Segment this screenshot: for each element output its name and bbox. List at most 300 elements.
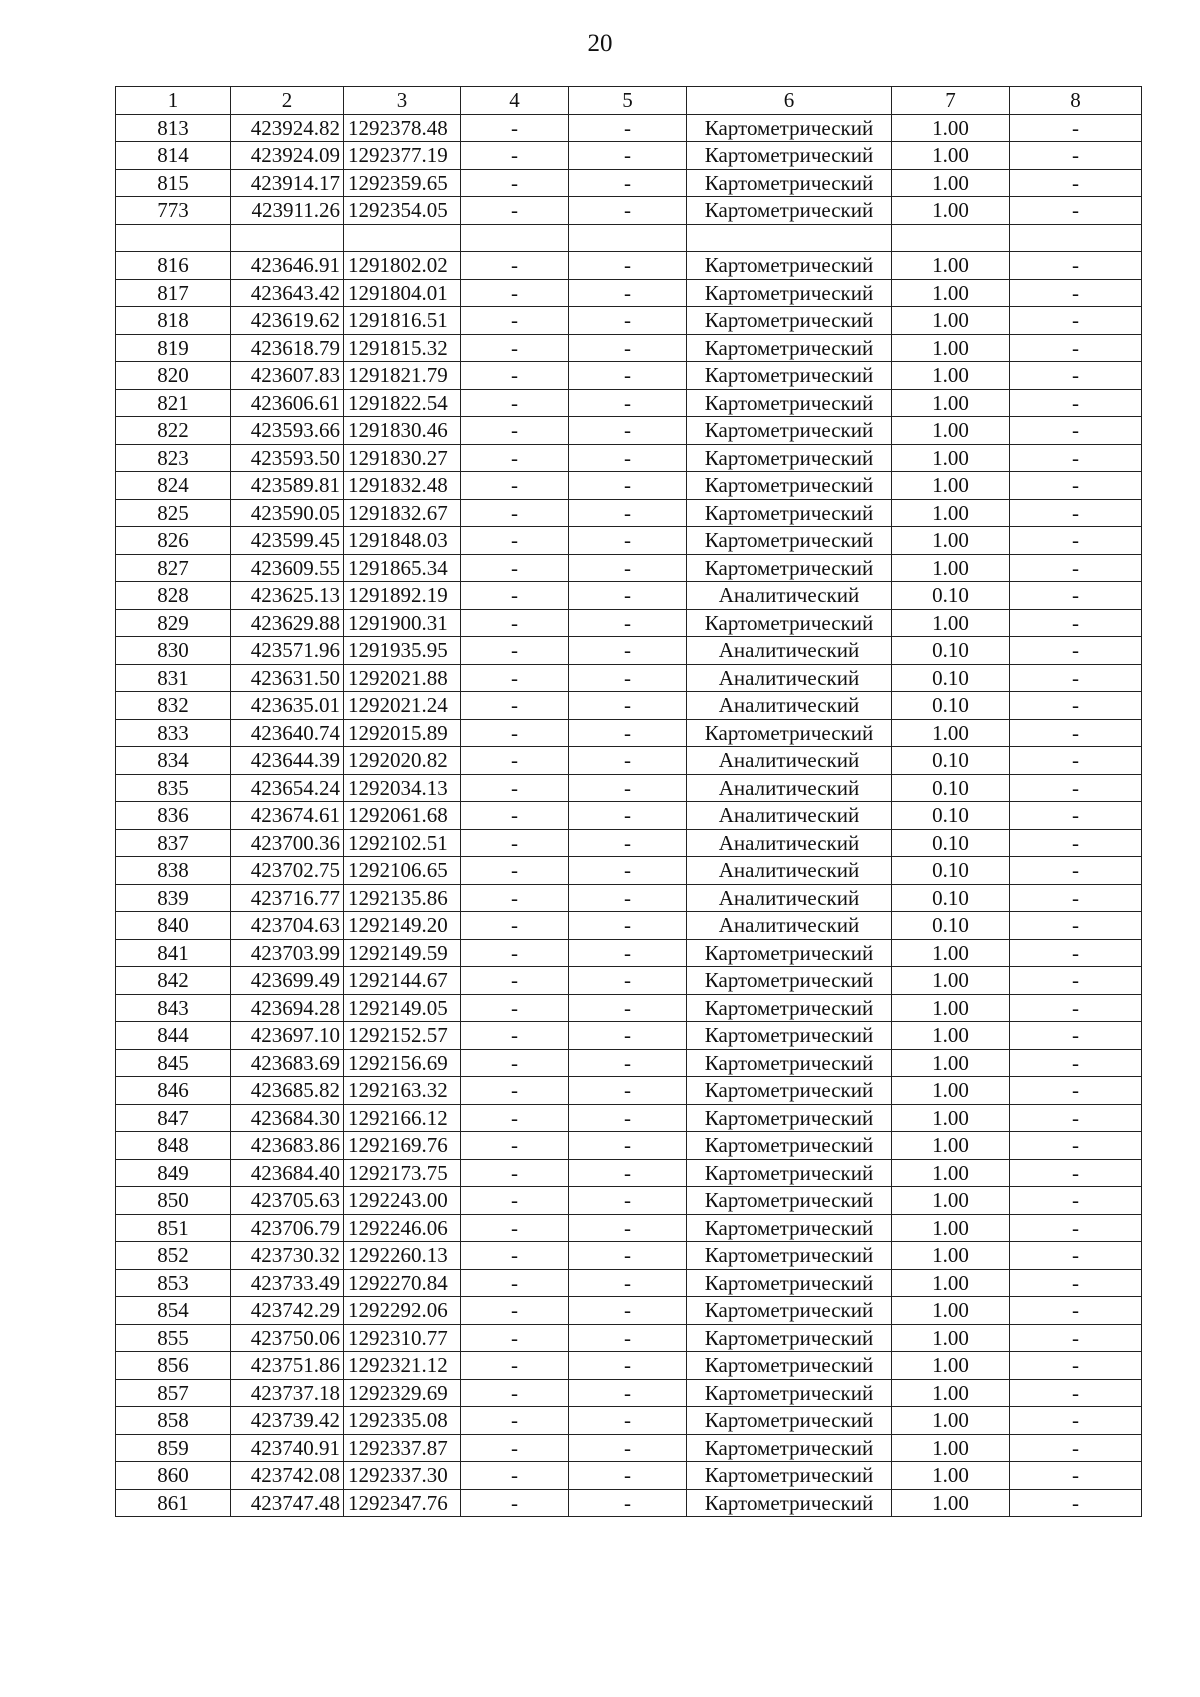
col-5-cell: - — [569, 1159, 687, 1187]
method-cell: Аналитический — [687, 857, 892, 885]
point-number-cell: 849 — [116, 1159, 231, 1187]
col-8-cell: - — [1010, 1049, 1142, 1077]
col-5-cell: - — [569, 637, 687, 665]
table-row — [116, 1434, 1142, 1462]
x-coordinate-cell: 423911.26 — [231, 197, 344, 225]
method-cell: Картометрический — [687, 279, 892, 307]
x-coordinate-cell: 423685.82 — [231, 1077, 344, 1105]
col-5-cell: - — [569, 1104, 687, 1132]
accuracy-cell: 0.10 — [892, 802, 1010, 830]
x-coordinate-cell: 423654.24 — [231, 774, 344, 802]
col-8-cell: - — [1010, 582, 1142, 610]
x-coordinate-cell: 423593.66 — [231, 417, 344, 445]
col-5-cell: - — [569, 1434, 687, 1462]
x-coordinate-cell: 423924.09 — [231, 142, 344, 170]
x-coordinate-cell: 423571.96 — [231, 637, 344, 665]
method-cell: Картометрический — [687, 417, 892, 445]
col-8-cell: - — [1010, 1132, 1142, 1160]
col-5-cell: - — [569, 1077, 687, 1105]
method-cell: Картометрический — [687, 114, 892, 142]
point-number-cell: 837 — [116, 829, 231, 857]
x-coordinate-cell: 423640.74 — [231, 719, 344, 747]
y-coordinate-cell: 1291900.31 — [344, 609, 461, 637]
col-8-cell: - — [1010, 1462, 1142, 1490]
accuracy-cell: 1.00 — [892, 1324, 1010, 1352]
accuracy-cell: 1.00 — [892, 1269, 1010, 1297]
method-cell: Картометрический — [687, 1187, 892, 1215]
column-header-7: 7 — [892, 87, 1010, 115]
accuracy-cell: 1.00 — [892, 307, 1010, 335]
method-cell: Картометрический — [687, 1242, 892, 1270]
method-cell: Картометрический — [687, 197, 892, 225]
col-8-cell: - — [1010, 334, 1142, 362]
col-4-cell: - — [461, 1352, 569, 1380]
y-coordinate-cell: 1292149.05 — [344, 994, 461, 1022]
y-coordinate-cell: 1291816.51 — [344, 307, 461, 335]
y-coordinate-cell: 1292378.48 — [344, 114, 461, 142]
col-8-cell: - — [1010, 802, 1142, 830]
col-4-cell: - — [461, 417, 569, 445]
col-5-cell: - — [569, 747, 687, 775]
point-number-cell: 851 — [116, 1214, 231, 1242]
col-5-cell: - — [569, 1132, 687, 1160]
table-row — [116, 1242, 1142, 1270]
x-coordinate-cell: 423593.50 — [231, 444, 344, 472]
point-number-cell: 848 — [116, 1132, 231, 1160]
col-5-cell: - — [569, 1022, 687, 1050]
method-cell: Картометрический — [687, 1159, 892, 1187]
col-4-cell: - — [461, 912, 569, 940]
point-number-cell: 843 — [116, 994, 231, 1022]
y-coordinate-cell: 1291865.34 — [344, 554, 461, 582]
method-cell: Аналитический — [687, 829, 892, 857]
y-coordinate-cell: 1292034.13 — [344, 774, 461, 802]
method-cell: Аналитический — [687, 747, 892, 775]
y-coordinate-cell: 1292169.76 — [344, 1132, 461, 1160]
method-cell: Картометрический — [687, 142, 892, 170]
accuracy-cell: 1.00 — [892, 1104, 1010, 1132]
y-coordinate-cell: 1292061.68 — [344, 802, 461, 830]
method-cell: Картометрический — [687, 169, 892, 197]
col-5-cell: - — [569, 472, 687, 500]
col-8-cell: - — [1010, 1187, 1142, 1215]
y-coordinate-cell: 1292135.86 — [344, 884, 461, 912]
col-8-cell: - — [1010, 939, 1142, 967]
accuracy-cell: 0.10 — [892, 692, 1010, 720]
table-row — [116, 1214, 1142, 1242]
y-coordinate-cell: 1291892.19 — [344, 582, 461, 610]
x-coordinate-cell: 423644.39 — [231, 747, 344, 775]
accuracy-cell: 1.00 — [892, 719, 1010, 747]
y-coordinate-cell: 1291848.03 — [344, 527, 461, 555]
col-8-cell: - — [1010, 664, 1142, 692]
y-coordinate-cell: 1292243.00 — [344, 1187, 461, 1215]
col-8-cell: - — [1010, 527, 1142, 555]
col-5-cell: - — [569, 1187, 687, 1215]
col-4-cell: - — [461, 1379, 569, 1407]
accuracy-cell: 1.00 — [892, 1132, 1010, 1160]
col-8-cell: - — [1010, 114, 1142, 142]
col-5-cell: - — [569, 1352, 687, 1380]
table-row — [116, 1187, 1142, 1215]
col-8-cell: - — [1010, 279, 1142, 307]
x-coordinate-cell: 423674.61 — [231, 802, 344, 830]
table-row — [116, 527, 1142, 555]
point-number-cell: 832 — [116, 692, 231, 720]
table-row — [116, 1269, 1142, 1297]
col-8-cell: - — [1010, 1077, 1142, 1105]
table-row — [116, 857, 1142, 885]
method-cell: Картометрический — [687, 939, 892, 967]
accuracy-cell: 1.00 — [892, 1352, 1010, 1380]
table-row — [116, 389, 1142, 417]
point-number-cell: 817 — [116, 279, 231, 307]
y-coordinate-cell: 1291821.79 — [344, 362, 461, 390]
col-8-cell: - — [1010, 142, 1142, 170]
y-coordinate-cell: 1292020.82 — [344, 747, 461, 775]
column-header-1: 1 — [116, 87, 231, 115]
point-number-cell: 829 — [116, 609, 231, 637]
x-coordinate-cell: 423631.50 — [231, 664, 344, 692]
point-number-cell: 855 — [116, 1324, 231, 1352]
table-row — [116, 1104, 1142, 1132]
col-8-cell: - — [1010, 829, 1142, 857]
point-number-cell: 813 — [116, 114, 231, 142]
x-coordinate-cell: 423599.45 — [231, 527, 344, 555]
method-cell: Картометрический — [687, 1132, 892, 1160]
accuracy-cell: 1.00 — [892, 169, 1010, 197]
col-4-cell: - — [461, 1297, 569, 1325]
col-5-cell: - — [569, 417, 687, 445]
accuracy-cell: 1.00 — [892, 389, 1010, 417]
x-coordinate-cell: 423924.82 — [231, 114, 344, 142]
col-8-cell: - — [1010, 197, 1142, 225]
x-coordinate-cell: 423607.83 — [231, 362, 344, 390]
col-4-cell: - — [461, 1159, 569, 1187]
table-row — [116, 1022, 1142, 1050]
col-8-cell: - — [1010, 994, 1142, 1022]
col-8-cell: - — [1010, 1324, 1142, 1352]
x-coordinate-cell: 423699.49 — [231, 967, 344, 995]
col-4-cell: - — [461, 1269, 569, 1297]
table-row — [116, 417, 1142, 445]
col-8-cell: - — [1010, 609, 1142, 637]
y-coordinate-cell — [344, 224, 461, 252]
y-coordinate-cell: 1292156.69 — [344, 1049, 461, 1077]
accuracy-cell: 0.10 — [892, 829, 1010, 857]
col-4-cell: - — [461, 307, 569, 335]
table-row — [116, 939, 1142, 967]
col-4-cell: - — [461, 692, 569, 720]
point-number-cell: 833 — [116, 719, 231, 747]
col-5-cell: - — [569, 1049, 687, 1077]
col-5-cell: - — [569, 692, 687, 720]
method-cell: Аналитический — [687, 692, 892, 720]
col-5-cell: - — [569, 1214, 687, 1242]
method-cell: Картометрический — [687, 1434, 892, 1462]
point-number-cell: 846 — [116, 1077, 231, 1105]
col-5-cell: - — [569, 582, 687, 610]
x-coordinate-cell: 423706.79 — [231, 1214, 344, 1242]
col-5-cell: - — [569, 1269, 687, 1297]
method-cell: Аналитический — [687, 637, 892, 665]
table-row — [116, 307, 1142, 335]
method-cell: Картометрический — [687, 334, 892, 362]
column-header-5: 5 — [569, 87, 687, 115]
accuracy-cell: 1.00 — [892, 1077, 1010, 1105]
col-5-cell: - — [569, 197, 687, 225]
col-5-cell: - — [569, 719, 687, 747]
col-8-cell: - — [1010, 1352, 1142, 1380]
point-number-cell: 830 — [116, 637, 231, 665]
accuracy-cell: 1.00 — [892, 1214, 1010, 1242]
accuracy-cell: 0.10 — [892, 582, 1010, 610]
y-coordinate-cell: 1292152.57 — [344, 1022, 461, 1050]
x-coordinate-cell: 423629.88 — [231, 609, 344, 637]
col-4-cell: - — [461, 582, 569, 610]
col-4-cell: - — [461, 1407, 569, 1435]
point-number-cell — [116, 224, 231, 252]
col-4-cell: - — [461, 719, 569, 747]
method-cell: Картометрический — [687, 527, 892, 555]
col-4-cell — [461, 224, 569, 252]
x-coordinate-cell — [231, 224, 344, 252]
col-4-cell: - — [461, 1214, 569, 1242]
point-number-cell: 841 — [116, 939, 231, 967]
table-row — [116, 774, 1142, 802]
accuracy-cell: 1.00 — [892, 994, 1010, 1022]
point-number-cell: 820 — [116, 362, 231, 390]
table-row — [116, 1407, 1142, 1435]
point-number-cell: 818 — [116, 307, 231, 335]
method-cell: Картометрический — [687, 1352, 892, 1380]
accuracy-cell: 1.00 — [892, 142, 1010, 170]
table-row — [116, 1324, 1142, 1352]
y-coordinate-cell: 1292337.87 — [344, 1434, 461, 1462]
col-5-cell: - — [569, 939, 687, 967]
table-row — [116, 719, 1142, 747]
x-coordinate-cell: 423683.69 — [231, 1049, 344, 1077]
col-5-cell: - — [569, 912, 687, 940]
point-number-cell: 824 — [116, 472, 231, 500]
col-5-cell: - — [569, 802, 687, 830]
y-coordinate-cell: 1292329.69 — [344, 1379, 461, 1407]
y-coordinate-cell: 1292021.24 — [344, 692, 461, 720]
col-4-cell: - — [461, 1489, 569, 1517]
col-4-cell: - — [461, 1104, 569, 1132]
col-5-cell: - — [569, 1407, 687, 1435]
table-row — [116, 499, 1142, 527]
accuracy-cell: 1.00 — [892, 1434, 1010, 1462]
accuracy-cell: 1.00 — [892, 609, 1010, 637]
accuracy-cell: 1.00 — [892, 554, 1010, 582]
y-coordinate-cell: 1291822.54 — [344, 389, 461, 417]
x-coordinate-cell: 423609.55 — [231, 554, 344, 582]
col-5-cell: - — [569, 334, 687, 362]
accuracy-cell: 0.10 — [892, 637, 1010, 665]
y-coordinate-cell: 1292166.12 — [344, 1104, 461, 1132]
y-coordinate-cell: 1291832.67 — [344, 499, 461, 527]
x-coordinate-cell: 423618.79 — [231, 334, 344, 362]
column-header-3: 3 — [344, 87, 461, 115]
x-coordinate-cell: 423737.18 — [231, 1379, 344, 1407]
accuracy-cell: 1.00 — [892, 1159, 1010, 1187]
table-row — [116, 1159, 1142, 1187]
col-8-cell: - — [1010, 362, 1142, 390]
y-coordinate-cell: 1291802.02 — [344, 252, 461, 280]
x-coordinate-cell: 423619.62 — [231, 307, 344, 335]
y-coordinate-cell: 1291935.95 — [344, 637, 461, 665]
table-row — [116, 224, 1142, 252]
accuracy-cell: 1.00 — [892, 527, 1010, 555]
page-number: 20 — [587, 30, 613, 57]
point-number-cell: 814 — [116, 142, 231, 170]
method-cell: Картометрический — [687, 967, 892, 995]
y-coordinate-cell: 1292144.67 — [344, 967, 461, 995]
method-cell: Картометрический — [687, 472, 892, 500]
y-coordinate-cell: 1292246.06 — [344, 1214, 461, 1242]
x-coordinate-cell: 423700.36 — [231, 829, 344, 857]
point-number-cell: 823 — [116, 444, 231, 472]
table-row — [116, 582, 1142, 610]
accuracy-cell: 0.10 — [892, 857, 1010, 885]
col-5-cell: - — [569, 389, 687, 417]
table-row — [116, 747, 1142, 775]
col-5-cell: - — [569, 114, 687, 142]
point-number-cell: 838 — [116, 857, 231, 885]
point-number-cell: 831 — [116, 664, 231, 692]
col-4-cell: - — [461, 142, 569, 170]
col-4-cell: - — [461, 967, 569, 995]
col-4-cell: - — [461, 527, 569, 555]
y-coordinate-cell: 1292292.06 — [344, 1297, 461, 1325]
col-5-cell: - — [569, 1462, 687, 1490]
accuracy-cell: 1.00 — [892, 1049, 1010, 1077]
col-5-cell: - — [569, 1489, 687, 1517]
col-8-cell: - — [1010, 1489, 1142, 1517]
y-coordinate-cell: 1292149.20 — [344, 912, 461, 940]
method-cell: Картометрический — [687, 252, 892, 280]
col-4-cell: - — [461, 554, 569, 582]
col-8-cell: - — [1010, 389, 1142, 417]
col-8-cell: - — [1010, 719, 1142, 747]
table-row — [116, 279, 1142, 307]
method-cell: Картометрический — [687, 1269, 892, 1297]
point-number-cell: 839 — [116, 884, 231, 912]
col-5-cell: - — [569, 1324, 687, 1352]
y-coordinate-cell: 1292106.65 — [344, 857, 461, 885]
accuracy-cell: 1.00 — [892, 472, 1010, 500]
point-number-cell: 847 — [116, 1104, 231, 1132]
y-coordinate-cell: 1292149.59 — [344, 939, 461, 967]
col-8-cell: - — [1010, 857, 1142, 885]
col-5-cell: - — [569, 527, 687, 555]
col-5-cell — [569, 224, 687, 252]
table-row — [116, 472, 1142, 500]
x-coordinate-cell: 423702.75 — [231, 857, 344, 885]
y-coordinate-cell: 1291832.48 — [344, 472, 461, 500]
point-number-cell: 836 — [116, 802, 231, 830]
y-coordinate-cell: 1291830.27 — [344, 444, 461, 472]
table-row — [116, 637, 1142, 665]
x-coordinate-cell: 423730.32 — [231, 1242, 344, 1270]
point-number-cell: 827 — [116, 554, 231, 582]
point-number-cell: 856 — [116, 1352, 231, 1380]
method-cell: Аналитический — [687, 582, 892, 610]
y-coordinate-cell: 1291804.01 — [344, 279, 461, 307]
table-row — [116, 554, 1142, 582]
col-8-cell: - — [1010, 1159, 1142, 1187]
method-cell: Картометрический — [687, 1077, 892, 1105]
col-5-cell: - — [569, 1379, 687, 1407]
method-cell: Картометрический — [687, 609, 892, 637]
method-cell — [687, 224, 892, 252]
point-number-cell: 840 — [116, 912, 231, 940]
accuracy-cell: 1.00 — [892, 939, 1010, 967]
accuracy-cell: 1.00 — [892, 114, 1010, 142]
col-8-cell: - — [1010, 1214, 1142, 1242]
col-4-cell: - — [461, 884, 569, 912]
x-coordinate-cell: 423704.63 — [231, 912, 344, 940]
table-row — [116, 1352, 1142, 1380]
point-number-cell: 821 — [116, 389, 231, 417]
method-cell: Картометрический — [687, 719, 892, 747]
col-5-cell: - — [569, 554, 687, 582]
col-4-cell: - — [461, 444, 569, 472]
point-number-cell: 854 — [116, 1297, 231, 1325]
accuracy-cell: 0.10 — [892, 912, 1010, 940]
accuracy-cell: 1.00 — [892, 1242, 1010, 1270]
col-5-cell: - — [569, 444, 687, 472]
table-header — [116, 87, 1142, 115]
accuracy-cell: 1.00 — [892, 279, 1010, 307]
table-row — [116, 1077, 1142, 1105]
point-number-cell: 822 — [116, 417, 231, 445]
x-coordinate-cell: 423684.30 — [231, 1104, 344, 1132]
col-4-cell: - — [461, 169, 569, 197]
col-4-cell: - — [461, 472, 569, 500]
accuracy-cell: 0.10 — [892, 774, 1010, 802]
col-4-cell: - — [461, 114, 569, 142]
point-number-cell: 773 — [116, 197, 231, 225]
table-row — [116, 994, 1142, 1022]
x-coordinate-cell: 423697.10 — [231, 1022, 344, 1050]
col-8-cell: - — [1010, 1104, 1142, 1132]
point-number-cell: 828 — [116, 582, 231, 610]
x-coordinate-cell: 423703.99 — [231, 939, 344, 967]
col-8-cell: - — [1010, 1269, 1142, 1297]
accuracy-cell: 1.00 — [892, 417, 1010, 445]
col-8-cell: - — [1010, 1022, 1142, 1050]
col-4-cell: - — [461, 1324, 569, 1352]
col-4-cell: - — [461, 499, 569, 527]
col-4-cell: - — [461, 637, 569, 665]
col-4-cell: - — [461, 774, 569, 802]
method-cell: Картометрический — [687, 994, 892, 1022]
col-5-cell: - — [569, 279, 687, 307]
col-5-cell: - — [569, 499, 687, 527]
col-4-cell: - — [461, 334, 569, 362]
accuracy-cell: 1.00 — [892, 1379, 1010, 1407]
point-number-cell: 825 — [116, 499, 231, 527]
x-coordinate-cell: 423747.48 — [231, 1489, 344, 1517]
table-row — [116, 1132, 1142, 1160]
table-row — [116, 169, 1142, 197]
accuracy-cell: 1.00 — [892, 197, 1010, 225]
col-5-cell: - — [569, 829, 687, 857]
method-cell: Аналитический — [687, 802, 892, 830]
col-4-cell: - — [461, 1434, 569, 1462]
